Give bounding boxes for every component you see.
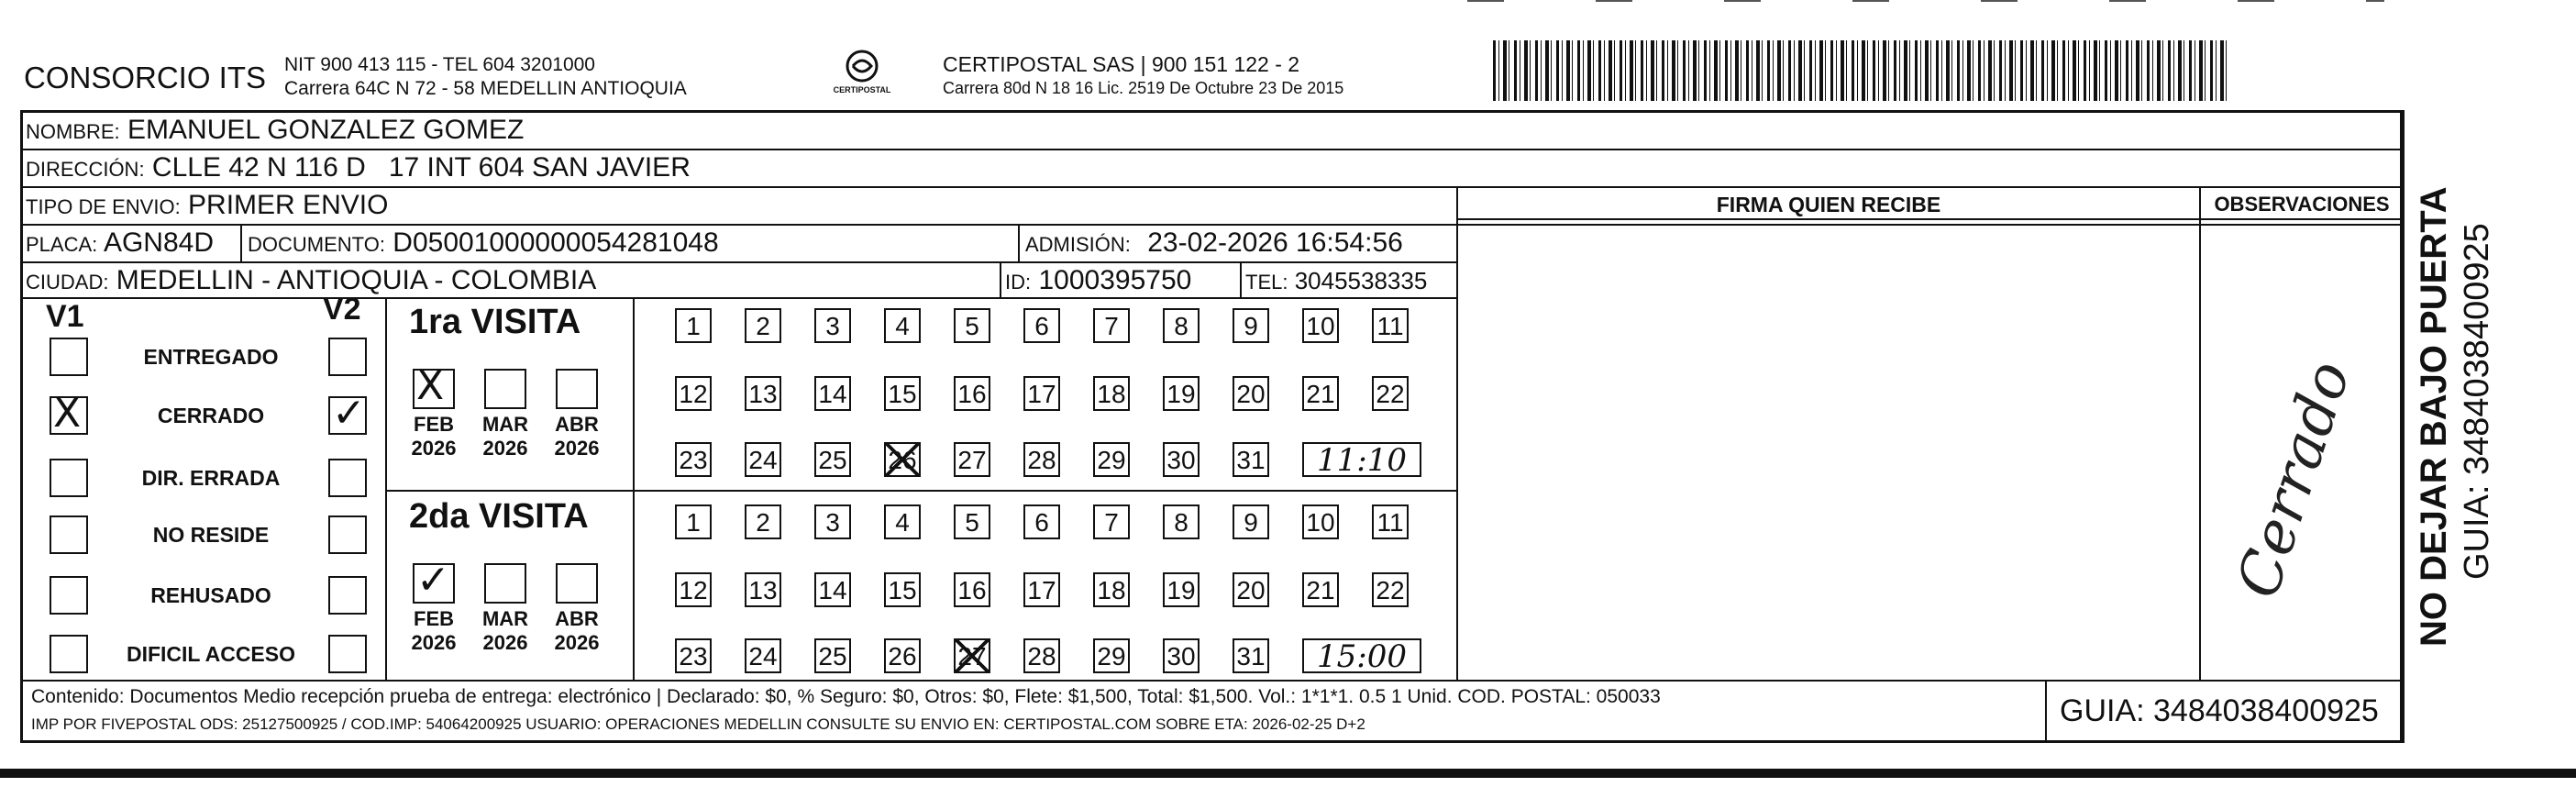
visit2-month-name: ABR (555, 607, 599, 630)
status-v2-checkbox[interactable] (328, 338, 367, 376)
logo-caption: CERTIPOSTAL (833, 85, 891, 94)
visit1-day-box[interactable]: 28 (1023, 442, 1060, 477)
id-field (1005, 265, 1191, 296)
visit1-time-box[interactable]: 11:10 (1302, 442, 1421, 477)
visit2-day-box[interactable]: 26 (884, 638, 921, 673)
carrier-info-line2: Carrera 80d N 18 16 Lic. 2519 De Octubre 23 De 2015 (943, 79, 1344, 97)
visit2-day-box[interactable]: 1 (675, 504, 712, 539)
visit2-day-box[interactable]: 30 (1163, 638, 1200, 673)
visit2-month-name: FEB (414, 607, 454, 630)
footer-imp: IMP POR FIVEPOSTAL ODS: 25127500925 / COD.IMP: 54064200925 USUARIO: OPERACIONES MEDELLIN CONSULTE SU ENVIO EN: CERTIPOSTAL.COM SOBRE ETA: 2026-02-25 D+2 (31, 715, 1365, 733)
status-v1-checkbox[interactable] (50, 390, 88, 437)
status-v2-checkbox[interactable] (328, 576, 367, 615)
name-value: EMANUEL GONZALEZ GOMEZ (127, 115, 525, 145)
city-field (26, 265, 596, 296)
id-value: 1000395750 (1038, 265, 1192, 295)
visit1-day-box[interactable]: 18 (1093, 376, 1130, 411)
visit2-day-box[interactable]: 13 (745, 572, 781, 607)
visit1-day-box[interactable]: 3 (814, 308, 851, 343)
status-v1-checkbox[interactable] (50, 338, 88, 376)
visit2-day-box[interactable]: 6 (1023, 504, 1060, 539)
visit1-day-box[interactable]: 24 (745, 442, 781, 477)
visit2-day-box[interactable]: 3 (814, 504, 851, 539)
visit2-day-box[interactable]: 27 (954, 638, 990, 673)
visit2-month-year: 2026 (482, 631, 528, 654)
carrier-info-line1: CERTIPOSTAL SAS | 900 151 122 - 2 (943, 52, 1300, 76)
v2-header: V2 (323, 292, 361, 327)
name-label: NOMBRE: (26, 120, 120, 143)
status-v1-checkbox[interactable] (50, 515, 88, 554)
tel-label: TEL: (1245, 271, 1288, 294)
address-field (26, 152, 691, 183)
visit2-day-box[interactable]: 14 (814, 572, 851, 607)
signature-header: FIRMA QUIEN RECIBE (1716, 193, 1941, 216)
visit1-day-box[interactable]: 19 (1163, 376, 1200, 411)
visit1-day-box[interactable]: 23 (675, 442, 712, 477)
admission-field (1025, 227, 1403, 259)
certipostal-logo (825, 48, 899, 94)
visit1-day-box[interactable]: 8 (1163, 308, 1200, 343)
status-v1-mark: X (53, 390, 82, 437)
visit2-day-box[interactable]: 23 (675, 638, 712, 673)
city-label: CIUDAD: (26, 271, 109, 294)
visit1-day-box[interactable]: 13 (745, 376, 781, 411)
plate-value: AGN84D (103, 227, 214, 258)
visit1-month-name: MAR (481, 413, 529, 436)
visit1-day-box[interactable]: 30 (1163, 442, 1200, 477)
company-info (284, 53, 687, 101)
visit1-title: 1ra VISITA (409, 303, 581, 341)
visit1-day-box[interactable]: 22 (1372, 376, 1409, 411)
visit2-day-box[interactable]: 9 (1233, 504, 1269, 539)
status-v2-mark: ✓ (332, 390, 366, 437)
visit2-day-box[interactable]: 29 (1093, 638, 1130, 673)
city-value: MEDELLIN - ANTIOQUIA - COLOMBIA (116, 265, 597, 295)
visit2-day-box[interactable]: 18 (1093, 572, 1130, 607)
visit1-month-year: 2026 (554, 437, 600, 460)
visit1-day-box[interactable]: 25 (814, 442, 851, 477)
visit2-day-box[interactable]: 25 (814, 638, 851, 673)
visit2-title: 2da VISITA (409, 497, 589, 536)
carrier-info (943, 51, 1343, 99)
footer-contents: Contenido: Documentos Medio recepción prueba de entrega: electrónico | Declarado: $0, % Seguro: $0, Otros: $0, Flete: $1,500, Total: $1,500. Vol.: 1*1*1. 0.5 1 Unid. COD. POSTAL: 050033 (31, 686, 1661, 707)
visit1-day-box[interactable]: 7 (1093, 308, 1130, 343)
visit1-day-box[interactable]: 15 (884, 376, 921, 411)
visit2-time-box[interactable]: 15:00 (1302, 638, 1421, 673)
barcode (1493, 40, 2227, 101)
address-value: CLLE 42 N 116 D 17 INT 604 SAN JAVIER (151, 152, 691, 183)
visit1-month-mark: X (416, 362, 445, 409)
visit2-day-box[interactable]: 8 (1163, 504, 1200, 539)
visit2-day-box[interactable]: 2 (745, 504, 781, 539)
visit1-day-box[interactable]: 16 (954, 376, 990, 411)
visit2-month-year: 2026 (554, 631, 600, 654)
visit1-month-checkbox[interactable] (484, 369, 526, 409)
visit1-day-box[interactable]: 4 (884, 308, 921, 343)
visit2-day-box[interactable]: 7 (1093, 504, 1130, 539)
visit1-month-year: 2026 (411, 437, 457, 460)
side-warning: NO DEJAR BAJO PUERTA (2414, 186, 2454, 647)
visit1-month-checkbox[interactable] (556, 369, 598, 409)
status-v1-checkbox[interactable] (50, 576, 88, 615)
visit1-month-name: ABR (555, 413, 599, 436)
visit1-day-box[interactable]: 5 (954, 308, 990, 343)
visit1-day-box[interactable]: 17 (1023, 376, 1060, 411)
status-label: DIR. ERRADA (141, 466, 281, 490)
visit1-day-box[interactable]: 26 (884, 442, 921, 477)
visit1-day-box[interactable]: 29 (1093, 442, 1130, 477)
status-v2-checkbox[interactable] (328, 459, 367, 497)
tel-field (1245, 267, 1427, 295)
status-label: DIFICIL ACCESO (126, 642, 295, 666)
visit1-month-year: 2026 (482, 437, 528, 460)
visit2-day-box[interactable]: 28 (1023, 638, 1060, 673)
visit2-day-box[interactable]: 20 (1233, 572, 1269, 607)
company-info-line2: Carrera 64C N 72 - 58 MEDELLIN ANTIOQUIA (284, 78, 687, 99)
visit1-day-box[interactable]: 1 (675, 308, 712, 343)
status-v2-checkbox[interactable] (328, 390, 367, 437)
visit1-day-box[interactable]: 27 (954, 442, 990, 477)
logo-icon (844, 48, 880, 84)
status-label: NO RESIDE (152, 523, 270, 547)
status-label: CERRADO (157, 404, 265, 427)
tel-value: 3045538335 (1294, 267, 1428, 294)
visit2-day-box[interactable]: 4 (884, 504, 921, 539)
visit1-day-box[interactable]: 20 (1233, 376, 1269, 411)
visit2-day-box[interactable]: 17 (1023, 572, 1060, 607)
visit2-month-year: 2026 (411, 631, 457, 654)
status-label: ENTREGADO (143, 345, 279, 369)
visit1-month-checkbox[interactable] (413, 362, 455, 409)
visit1-day-box[interactable]: 9 (1233, 308, 1269, 343)
signature-area (1460, 222, 2197, 678)
admission-label: ADMISIÓN: (1025, 233, 1131, 256)
visit2-month-checkbox[interactable] (413, 557, 455, 604)
visit2-day-box[interactable]: 21 (1302, 572, 1339, 607)
name-field (26, 115, 524, 146)
observations-handwriting: Cerrado (2224, 353, 2364, 606)
visit2-month-checkbox[interactable] (484, 563, 526, 604)
company-name: CONSORCIO ITS (24, 61, 267, 94)
side-guia: GUIA: 3484038400925 (2458, 223, 2496, 580)
visit2-day-box[interactable]: 15 (884, 572, 921, 607)
footer-guia: GUIA: 3484038400925 (2060, 693, 2379, 728)
visit2-month-mark: ✓ (416, 557, 450, 604)
status-v2-checkbox[interactable] (328, 515, 367, 554)
status-label: REHUSADO (150, 583, 271, 607)
shipment-type-label: TIPO DE ENVIO: (26, 195, 181, 218)
visit1-day-box[interactable]: 31 (1233, 442, 1269, 477)
visit2-day-box[interactable]: 22 (1372, 572, 1409, 607)
visit2-month-name: MAR (481, 607, 529, 630)
visit2-day-box[interactable]: 11 (1372, 504, 1409, 539)
observations-header: OBSERVACIONES (2214, 193, 2390, 216)
visit1-day-box[interactable]: 21 (1302, 376, 1339, 411)
visit1-day-box[interactable]: 14 (814, 376, 851, 411)
top-edge-marks (1467, 0, 2384, 2)
plate-label: PLACA: (26, 233, 98, 256)
visit2-day-box[interactable]: 12 (675, 572, 712, 607)
visit2-month-checkbox[interactable] (556, 563, 598, 604)
status-v2-checkbox[interactable] (328, 635, 367, 673)
shipment-type-field (26, 190, 388, 221)
visit2-day-box[interactable]: 5 (954, 504, 990, 539)
visit1-day-box[interactable]: 2 (745, 308, 781, 343)
visit1-day-box[interactable]: 10 (1302, 308, 1339, 343)
visit2-day-box[interactable]: 24 (745, 638, 781, 673)
visit2-day-box[interactable]: 19 (1163, 572, 1200, 607)
visit1-month-name: FEB (414, 413, 454, 436)
bottom-tear-edge (0, 769, 2576, 778)
visit1-day-box[interactable]: 11 (1372, 308, 1409, 343)
document-field (248, 227, 719, 259)
admission-value: 23-02-2026 16:54:56 (1147, 227, 1403, 258)
document-label: DOCUMENTO: (248, 233, 385, 256)
visit2-day-box[interactable]: 10 (1302, 504, 1339, 539)
document-value: D05001000000054281048 (392, 227, 719, 258)
status-v1-checkbox[interactable] (50, 459, 88, 497)
plate-field (26, 227, 214, 259)
visit2-day-box[interactable]: 31 (1233, 638, 1269, 673)
status-v1-checkbox[interactable] (50, 635, 88, 673)
visit1-day-box[interactable]: 6 (1023, 308, 1060, 343)
visit2-day-box[interactable]: 16 (954, 572, 990, 607)
address-label: DIRECCIÓN: (26, 158, 145, 181)
v1-header: V1 (46, 299, 84, 334)
visit1-day-box[interactable]: 12 (675, 376, 712, 411)
company-info-line1: NIT 900 413 115 - TEL 604 3201000 (284, 54, 595, 75)
id-label: ID: (1005, 271, 1032, 294)
shipment-type-value: PRIMER ENVIO (188, 190, 389, 220)
